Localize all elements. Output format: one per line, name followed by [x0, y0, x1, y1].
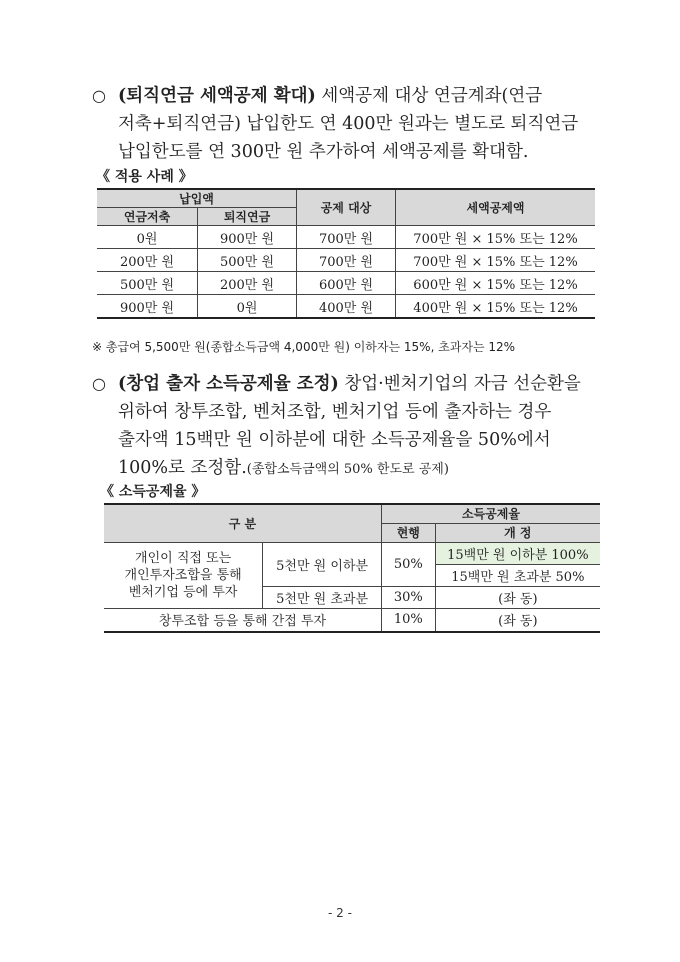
cell-revised-100: 15백만 원 이하분 100% [435, 542, 600, 564]
table-row [104, 542, 600, 564]
section-retirement-pension [92, 82, 604, 166]
section2-line2: 위하여 창투조합, 벤처조합, 벤처기업 등에 출자하는 경우 [118, 402, 552, 422]
cell-direct-investment: 개인이 직접 또는 개인투자조합을 통해 벤처기업 등에 투자 [104, 542, 263, 608]
cell-same-as-left: (좌 동) [435, 586, 600, 608]
cell-savings: 200만 원 [97, 249, 198, 272]
cell-target: 400만 원 [297, 295, 396, 319]
cell-under-50m: 5천만 원 이하분 [263, 542, 382, 586]
header-category: 구 분 [104, 504, 381, 542]
cell-current-30: 30% [381, 586, 435, 608]
table-row [97, 272, 595, 295]
section1-line3: 납입한도를 연 300만 원 추가하여 세액공제를 확대함. [118, 142, 529, 162]
header-tax-credit: 세액공제액 [396, 189, 596, 226]
table2-caption: 《 소득공제율 》 [100, 484, 206, 500]
cell-savings: 0원 [97, 226, 198, 249]
section2-line1: 창업·벤처기업의 자금 선순환을 [338, 374, 581, 394]
section2-line4: 100%로 조정함. [118, 458, 247, 478]
table-row [104, 608, 600, 632]
table1-caption: 《 적용 사례 》 [96, 169, 193, 185]
header-revised: 개 정 [435, 523, 600, 542]
header-retirement-pension: 퇴직연금 [198, 208, 297, 226]
header-current: 현행 [381, 523, 435, 542]
cell-over-50m: 5천만 원 초과분 [263, 586, 382, 608]
section1-line1: 세액공제 대상 연금계좌(연금 [315, 86, 543, 106]
cell-credit: 600만 원 × 15% 또는 12% [396, 272, 596, 295]
circle-bullet-icon: ○ [92, 86, 106, 105]
cell-retirement: 900만 원 [198, 226, 297, 249]
cell-credit: 700만 원 × 15% 또는 12% [396, 249, 596, 272]
table-row [97, 226, 595, 249]
table-row [97, 249, 595, 272]
cell-current-10: 10% [381, 608, 435, 632]
cell-current-50: 50% [381, 542, 435, 586]
cell-retirement: 200만 원 [198, 272, 297, 295]
table1-note: ※ 총급여 5,500만 원(종합소득금액 4,000만 원) 이하자는 15%, 초과자는 12% [92, 340, 516, 354]
cell-target: 700만 원 [297, 226, 396, 249]
header-pension-savings: 연금저축 [97, 208, 198, 226]
cell-target: 600만 원 [297, 272, 396, 295]
page-number: - 2 - [328, 906, 352, 920]
circle-bullet-icon: ○ [92, 374, 106, 393]
section2-line4-note: (종합소득금액의 50% 한도로 공제) [246, 462, 449, 477]
application-example-table [97, 188, 595, 319]
section1-heading: (퇴직연금 세액공제 확대) [118, 86, 316, 106]
cell-credit: 700만 원 × 15% 또는 12% [396, 226, 596, 249]
cell-retirement: 500만 원 [198, 249, 297, 272]
cell-target: 700만 원 [297, 249, 396, 272]
section2-line3: 출자액 15백만 원 이하분에 대한 소득공제율을 50%에서 [118, 430, 551, 450]
cell-indirect-investment: 창투조합 등을 통해 간접 투자 [104, 608, 381, 632]
table-row [97, 295, 595, 319]
header-payment: 납입액 [97, 189, 297, 208]
section1-line2: 저축+퇴직연금) 납입한도 연 400만 원과는 별도로 퇴직연금 [118, 114, 579, 134]
section-startup-investment [92, 370, 604, 484]
cell-savings: 500만 원 [97, 272, 198, 295]
cell-credit: 400만 원 × 15% 또는 12% [396, 295, 596, 319]
cell-retirement: 0원 [198, 295, 297, 319]
cell-savings: 900만 원 [97, 295, 198, 319]
cell-revised-50: 15백만 원 초과분 50% [435, 564, 600, 586]
header-deduction-target: 공제 대상 [297, 189, 396, 226]
section2-heading: (창업 출자 소득공제율 조정) [118, 374, 339, 394]
header-deduction-rate: 소득공제율 [381, 504, 600, 523]
deduction-rate-table [104, 503, 600, 633]
cell-same-as-left: (좌 동) [435, 608, 600, 632]
